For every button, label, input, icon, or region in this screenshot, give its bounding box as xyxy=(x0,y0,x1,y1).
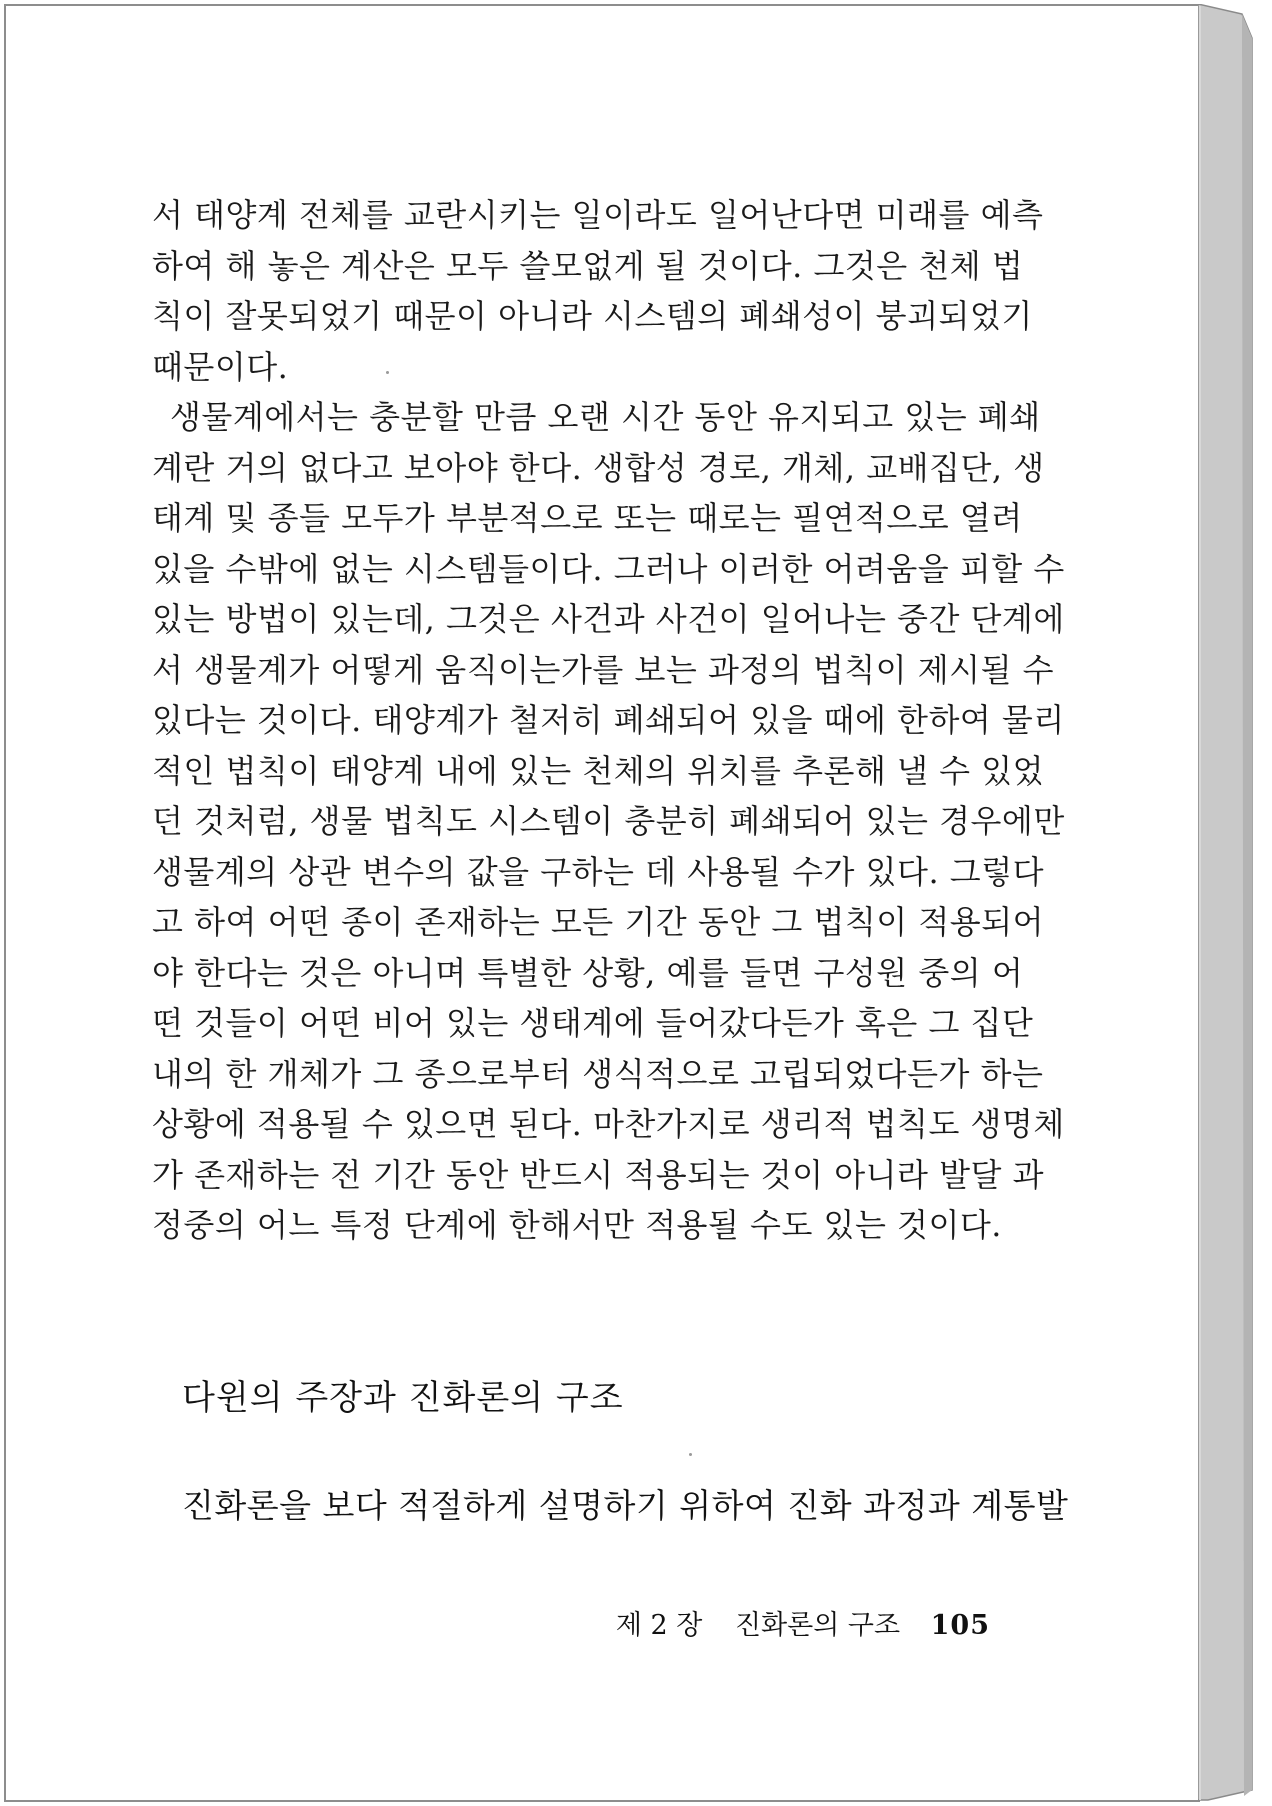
text-line: 계란 거의 없다고 보아야 한다. 생합성 경로, 개체, 교배집단, 생 xyxy=(152,448,1045,487)
text-line: 적인 법칙이 태양계 내에 있는 천체의 위치를 추론해 낼 수 있었 xyxy=(152,751,1045,790)
scan-speck xyxy=(689,1453,692,1456)
text-line: 가 존재하는 전 기간 동안 반드시 적용되는 것이 아니라 발달 과 xyxy=(152,1155,1045,1194)
text-line: 던 것처럼, 생물 법칙도 시스템이 충분히 폐쇄되어 있는 경우에만 xyxy=(152,802,1065,840)
page-stack-edge xyxy=(1198,4,1270,1802)
text-line: 생물계의 상관 변수의 값을 구하는 데 사용될 수가 있다. 그렇다 xyxy=(152,852,1045,891)
text-line: 정중의 어느 특정 단계에 한해서만 적용될 수도 있는 것이다. xyxy=(152,1206,1002,1244)
page-number: 105 xyxy=(930,1610,990,1641)
body-text xyxy=(152,190,1065,1251)
paragraph-2 xyxy=(152,392,1065,1251)
text-line: 있다는 것이다. 태양계가 철저히 폐쇄되어 있을 때에 한하여 물리 xyxy=(152,701,1065,739)
footer-title: 진화론의 구조 xyxy=(734,1610,901,1641)
page-edge-graphic xyxy=(1198,4,1270,1802)
text-line: 하여 해 놓은 계산은 모두 쓸모없게 될 것이다. 그것은 천체 법 xyxy=(152,246,1024,285)
text-line: 서 태양계 전체를 교란시키는 일이라도 일어난다면 미래를 예측 xyxy=(152,196,1044,234)
text-line: 상황에 적용될 수 있으면 된다. 마찬가지로 생리적 법칙도 생명체 xyxy=(152,1105,1065,1143)
text-line: 있는 방법이 있는데, 그것은 사건과 사건이 일어나는 중간 단계에 xyxy=(152,600,1065,638)
text-line: 태계 및 종들 모두가 부분적으로 또는 때로는 필연적으로 열려 xyxy=(152,499,1023,537)
text-line: 떤 것들이 어떤 비어 있는 생태계에 들어갔다든가 혹은 그 집단 xyxy=(152,1004,1034,1042)
section-heading: 다윈의 주장과 진화론의 구조 xyxy=(182,1378,624,1418)
footer-chapter: 제 2 장 xyxy=(615,1610,703,1641)
text-line: 서 생물계가 어떻게 움직이는가를 보는 과정의 법칙이 제시될 수 xyxy=(152,650,1055,689)
paragraph-1 xyxy=(152,190,1044,392)
text-line: 있을 수밖에 없는 시스템들이다. 그러나 이러한 어려움을 피할 수 xyxy=(152,549,1065,588)
text-line: 칙이 잘못되었기 때문이 아니라 시스템의 폐쇄성이 붕괴되었기 xyxy=(152,297,1033,335)
running-footer xyxy=(616,1603,990,1642)
text-line: 내의 한 개체가 그 종으로부터 생식적으로 고립되었다든가 하는 xyxy=(152,1054,1044,1093)
text-line: 생물계에서는 충분할 만큼 오랜 시간 동안 유지되고 있는 폐쇄 xyxy=(170,398,1041,436)
section-first-line: 진화론을 보다 적절하게 설명하기 위하여 진화 과정과 계통발 xyxy=(182,1486,1069,1525)
text-line: 때문이다. xyxy=(152,347,289,386)
text-line: 야 한다는 것은 아니며 특별한 상황, 예를 들면 구성원 중의 어 xyxy=(152,953,1024,992)
text-line: 고 하여 어떤 종이 존재하는 모든 기간 동안 그 법칙이 적용되어 xyxy=(152,903,1045,941)
